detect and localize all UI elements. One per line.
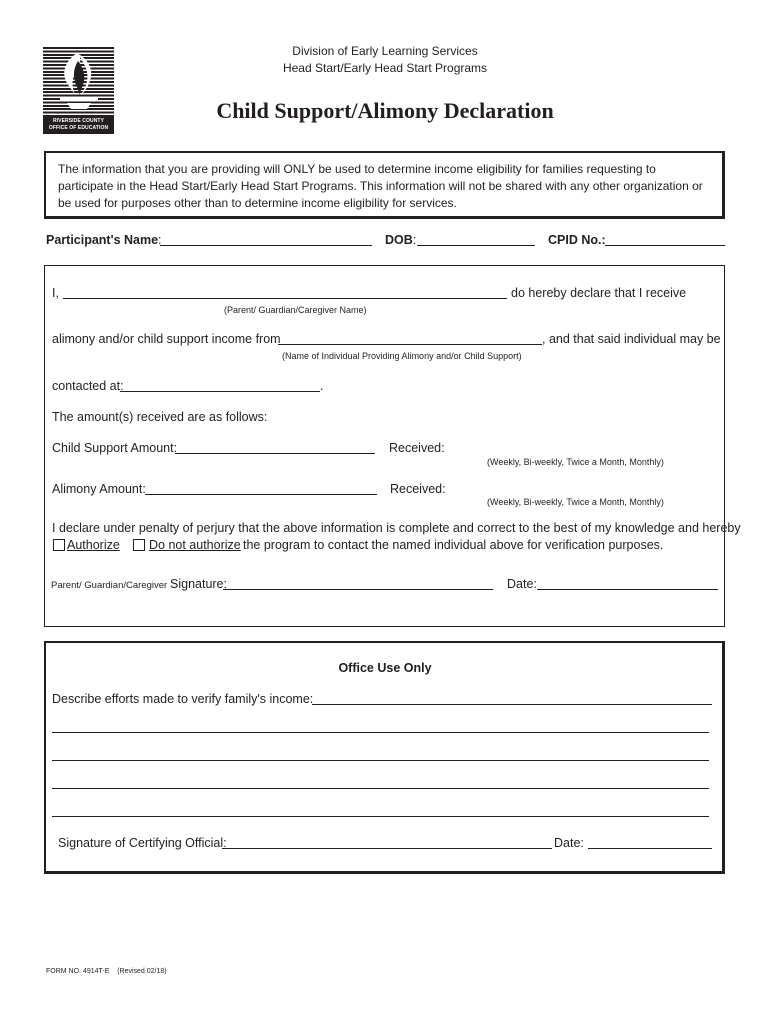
logo-text-line2: OFFICE OF EDUCATION (48, 124, 109, 131)
parent-signature-label: Signature: (170, 577, 227, 591)
office-use-title: Office Use Only (338, 661, 432, 675)
authorize-label: Authorize (67, 538, 120, 552)
certifying-date-field[interactable] (588, 848, 712, 849)
alimony-frequency-caption: (Weekly, Bi-weekly, Twice a Month, Monthly) (487, 497, 664, 507)
signature-prefix: Parent/ Guardian/Caregiver (51, 580, 168, 591)
authorize-rest-text: the program to contact the named individual above for verification purposes. (243, 538, 664, 552)
parent-date-label: Date: (507, 577, 537, 591)
declare-text: do hereby declare that I receive (511, 286, 687, 300)
alimony-label: Alimony Amount: (52, 482, 146, 496)
dob-label: DOB: (385, 233, 417, 247)
header-programs: Head Start/Early Head Start Programs (282, 61, 488, 75)
provider-name-field[interactable] (278, 344, 542, 345)
logo-text-line1: RIVERSIDE COUNTY (52, 117, 105, 124)
child-support-received-label: Received: (389, 441, 445, 455)
describe-efforts-line-4[interactable] (52, 788, 709, 789)
describe-efforts-label: Describe efforts made to verify family's income: (52, 692, 314, 706)
child-support-frequency-caption: (Weekly, Bi-weekly, Twice a Month, Monthly) (487, 457, 664, 467)
contact-info-field[interactable] (120, 391, 320, 392)
parent-name-field[interactable] (63, 298, 507, 299)
alimony-received-label: Received: (390, 482, 446, 496)
privacy-notice-box (44, 151, 725, 219)
may-be-contacted-text: , and that said individual may be (542, 332, 721, 346)
cpid-field[interactable] (605, 245, 725, 246)
describe-efforts-line-3[interactable] (52, 760, 709, 761)
parent-name-caption: (Parent/ Guardian/Caregiver Name) (224, 305, 367, 315)
child-support-amount-field[interactable] (175, 453, 375, 454)
provider-name-caption: (Name of Individual Providing Alimony and/or Child Support) (282, 351, 522, 361)
certifying-signature-label: Signature of Certifying Official: (58, 836, 227, 850)
i-prefix: I, (52, 286, 59, 300)
contacted-period: . (320, 379, 324, 393)
child-support-label: Child Support Amount: (52, 441, 178, 455)
parent-signature-field[interactable] (223, 589, 493, 590)
authorize-checkbox[interactable] (53, 539, 65, 551)
form-number: FORM NO. 4914T-E (Revised 02/18) (46, 968, 167, 975)
amounts-intro: The amount(s) received are as follows: (52, 410, 268, 424)
alimony-from-text: alimony and/or child support income from (52, 332, 281, 346)
parent-date-field[interactable] (537, 589, 718, 590)
describe-efforts-line-5[interactable] (52, 816, 709, 817)
do-not-authorize-checkbox[interactable] (133, 539, 145, 551)
alimony-amount-field[interactable] (145, 494, 377, 495)
describe-efforts-line-2[interactable] (52, 732, 709, 733)
page-title: Child Support/Alimony Declaration (216, 98, 554, 123)
participant-name-field[interactable] (160, 245, 372, 246)
perjury-statement: I declare under penalty of perjury that the above information is complete and correct to the best of my knowledge and hereby (52, 521, 741, 535)
cpid-label: CPID No.: (548, 233, 606, 247)
describe-efforts-field[interactable] (312, 704, 712, 705)
certifying-date-label: Date: (554, 836, 584, 850)
do-not-authorize-label: Do not authorize (149, 538, 241, 552)
contacted-at-label: contacted at: (52, 379, 124, 393)
header-division: Division of Early Learning Services (292, 44, 478, 58)
privacy-notice-text: The information that you are providing will ONLY be used to determine income eligibility for families requesting to participate in the Head Start/Early Head Start Programs. This information will not be shared with any other organization or be used for purposes other than to determine income eligibility for services. (58, 162, 703, 210)
dob-field[interactable] (417, 245, 535, 246)
participant-name-label: Participant's Name: (46, 233, 162, 247)
certifying-signature-field[interactable] (222, 848, 552, 849)
